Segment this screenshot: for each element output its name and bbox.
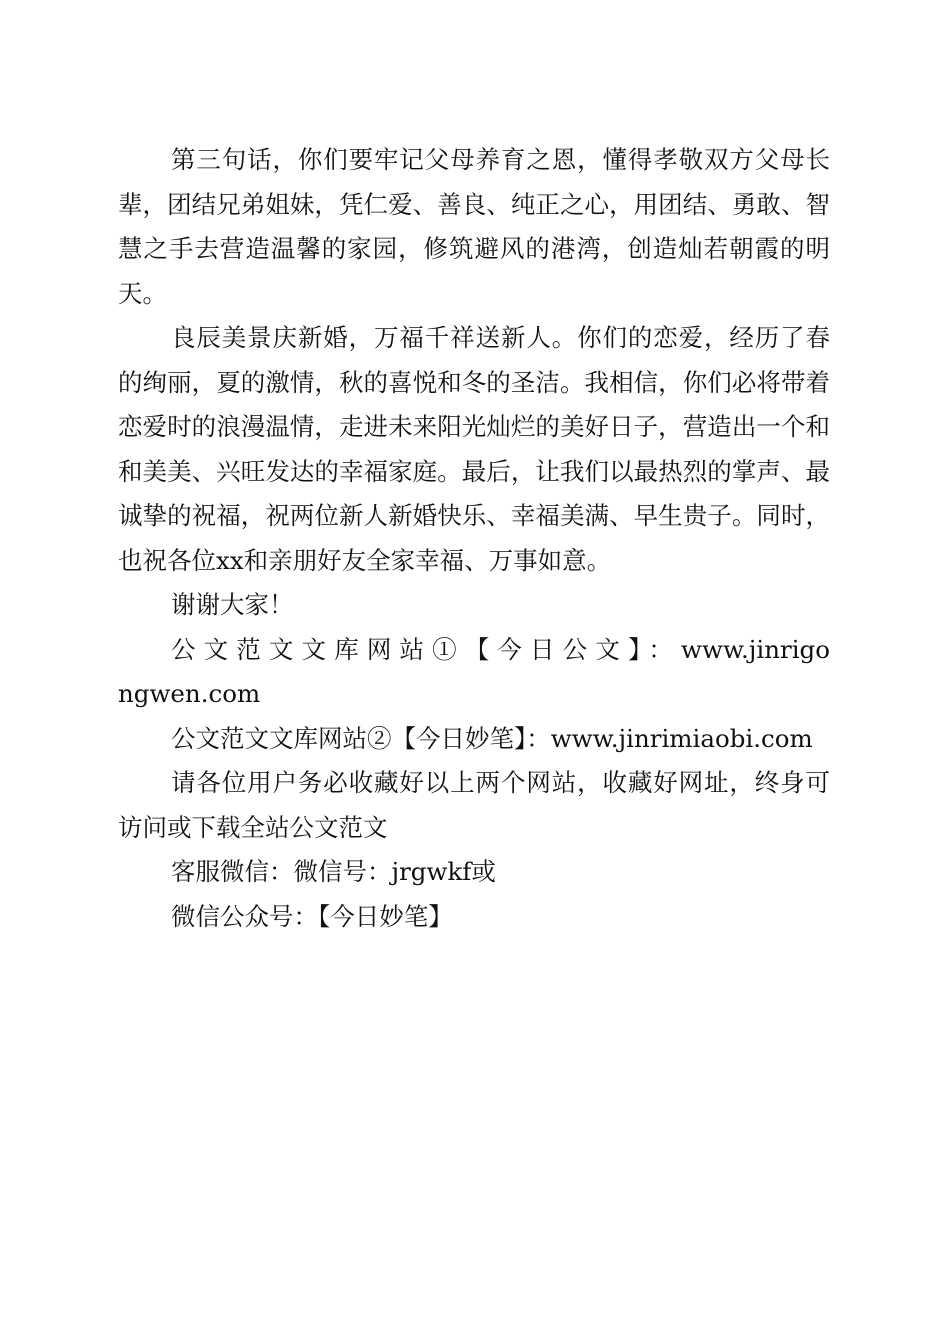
site1-url-link[interactable]: www.jinrigongwen.com [118, 634, 830, 708]
paragraph-blessing: 良辰美景庆新婚，万福千祥送新人。你们的恋爱，经历了春的绚丽，夏的激情，秋的喜悦和冬的圣洁。我相信，你们必将带着恋爱时的浪漫温情，走进未来阳光灿烂的美好日子，营造出一个和和美美、兴旺发达的幸福家庭。最后，让我们以最热烈的掌声、最诚挚的祝福，祝两位新人新婚快乐、幸福美满、早生贵子。同时，也祝各位xx和亲朋好友全家幸福、万事如意。 [118, 323, 830, 575]
site2-line [118, 717, 830, 762]
site1-line [118, 628, 830, 717]
site1-label: 公文范文文库网站①【今日公文】： [171, 634, 681, 664]
site2-url-link[interactable]: www.jinrimiaobi.com [550, 723, 813, 753]
document-page [118, 138, 830, 939]
public-account: 微信公众号：【今日妙笔】 [171, 901, 453, 931]
site2-label: 公文范文文库网站②【今日妙笔】： [171, 723, 551, 753]
bookmark-notice: 请各位用户务必收藏好以上两个网站，收藏好网址，终身可访问或下载全站公文范文 [118, 768, 830, 842]
paragraph-third-point: 第三句话，你们要牢记父母养育之恩，懂得孝敬双方父母长辈，团结兄弟姐妹，凭仁爱、善良、纯正之心，用团结、勇敢、智慧之手去营造温馨的家园，修筑避风的港湾，创造灿若朝霞的明天。 [118, 145, 830, 308]
service-wechat: 客服微信：微信号：jrgwkf或 [171, 857, 496, 886]
paragraph-thanks: 谢谢大家！ [171, 590, 294, 619]
